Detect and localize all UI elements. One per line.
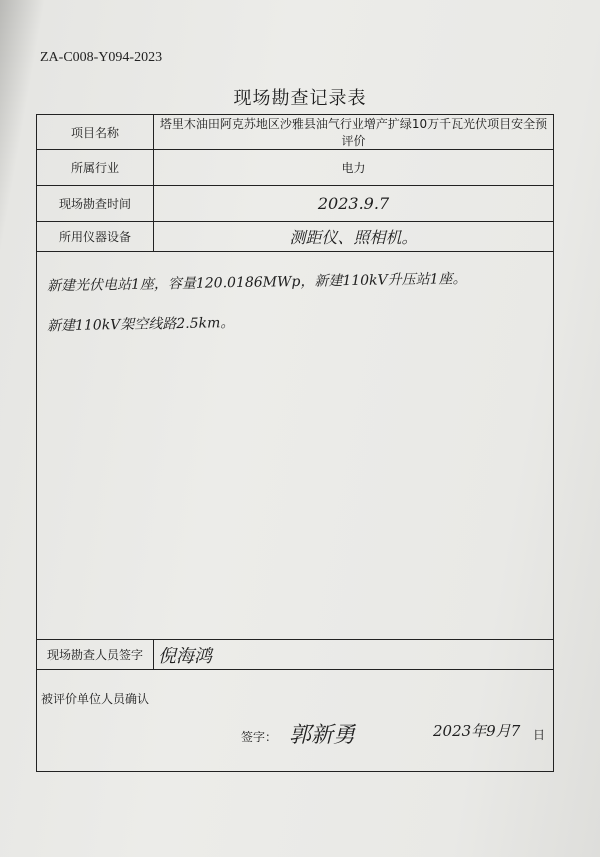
- day-suffix: 日: [533, 728, 546, 742]
- survey-time-label: 现场勘查时间: [37, 186, 154, 222]
- survey-notes: [37, 252, 554, 640]
- document-code: ZA-C008-Y094-2023: [40, 50, 163, 65]
- note-line: 新建110kV架空线路2.5km。: [46, 315, 235, 335]
- industry-label: 所属行业: [37, 150, 154, 186]
- row-instruments: [37, 222, 554, 252]
- confirmation-date: 2023年9月7: [433, 722, 521, 740]
- row-confirmation: [37, 670, 554, 772]
- confirmation-cell: [37, 670, 554, 772]
- survey-time-value: 2023.9.7: [154, 186, 554, 222]
- row-notes: [37, 252, 554, 640]
- row-survey-time: [37, 186, 554, 222]
- row-project: [37, 115, 554, 150]
- row-surveyor: [37, 640, 554, 670]
- confirmation-label: 被评价单位人员确认: [41, 692, 150, 706]
- confirmer-signature: 郭新勇: [289, 723, 356, 748]
- surveyor-signature-label: 现场勘查人员签字: [37, 640, 154, 670]
- project-name-value: 塔里木油田阿克苏地区沙雅县油气行业增产扩绿10万千瓦光伏项目安全预评价: [154, 115, 554, 150]
- survey-record-table: [36, 114, 554, 772]
- industry-value: 电力: [154, 150, 554, 186]
- instruments-value: 测距仪、照相机。: [154, 222, 554, 252]
- instruments-label: 所用仪器设备: [37, 222, 154, 252]
- surveyor-signature: 倪海鸿: [154, 640, 554, 670]
- note-line: 新建光伏电站1座，容量120.0186MWp，新建110kV升压站1座。: [46, 271, 467, 295]
- project-name-label: 项目名称: [37, 115, 154, 150]
- form-title: 现场勘查记录表: [233, 88, 367, 109]
- row-industry: [37, 150, 554, 186]
- sign-label: 签字：: [241, 730, 278, 744]
